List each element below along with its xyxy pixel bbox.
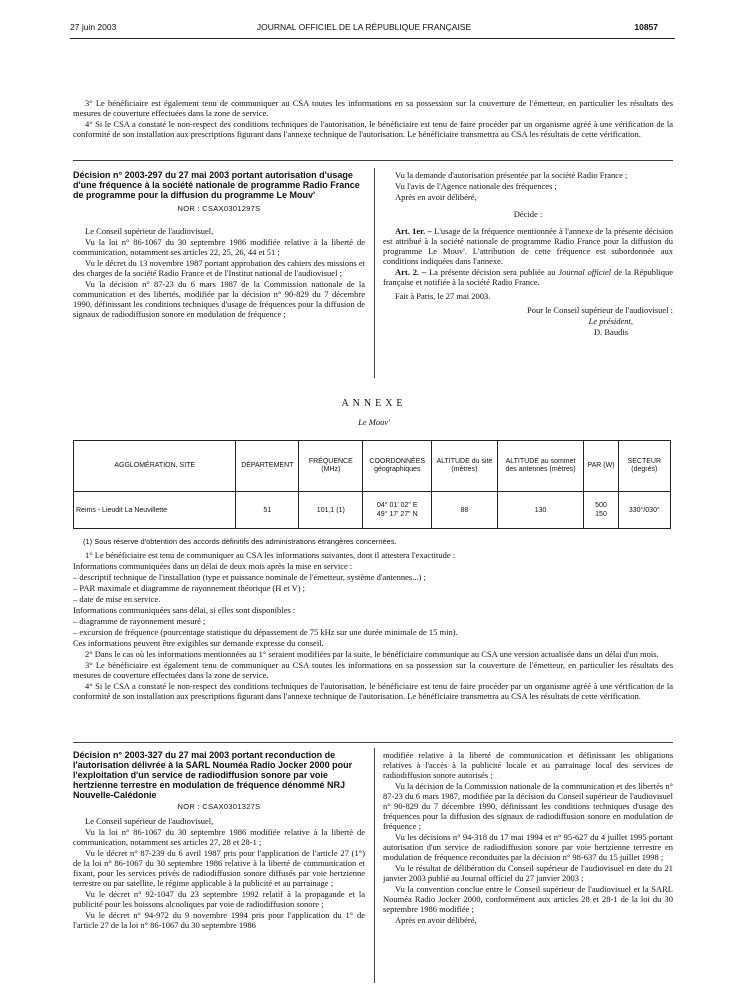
annex-paragraphs — [73, 550, 673, 702]
par-value: 500 — [595, 502, 607, 509]
cell-site: Reims - Lieudit La Neuvillette — [74, 492, 236, 529]
paragraph: Vu la loi n° 86-1067 du 30 septembre 1986 modifiée relative à la liberté de communication, notamment ses articles 27, 28 et 28-1 ; — [73, 827, 365, 847]
decision2-right-column — [383, 750, 673, 926]
decision1-left-column — [73, 170, 365, 320]
paragraph: Le Conseil supérieur de l'audiovisuel, — [85, 226, 214, 236]
paragraph: 4° Si le CSA a constaté le non-respect des conditions techniques de l'autorisation, le bénéficiaire est tenu de faire procéder par un organisme agréé à une vérification de la conformité de son installation aux prescriptions figurant dans l'annexe technique de l'autorisation. Le bénéficiaire transmettra au CSA les résultats de cette vérification. — [73, 119, 673, 139]
decision2-nor: NOR : CSAX0301327S — [177, 802, 261, 811]
paragraph: Informations communiquées dans un délai de deux mois après la mise en service : — [73, 561, 353, 571]
paragraph: 1° Le bénéficiaire est tenu de communiquer au CSA les informations suivantes, dont il attestera l'exactitude : — [85, 550, 456, 560]
annex-title: ANNEXE — [341, 398, 407, 409]
paragraph: Vu le décret n° 87-239 du 6 avril 1987 pris pour l'application de l'article 27 (1°) de la loi n° 86-1067 du 30 septembre 1986 relative à la liberté de communication et fixant, pour les services privés de radiodiffusion sonore diffusés par voie hertzienne terrestre ou par satellite, le régime applicable à la publicité et au parrainage ; — [73, 848, 365, 888]
decision1-nor: NOR : CSAX0301297S — [177, 204, 261, 213]
cell-alt-site: 88 — [432, 492, 498, 529]
paragraph: Vu la convention conclue entre le Conseil supérieur de l'audiovisuel et la SARL Nouméa Radio Jocker 2000, conformément aux articles 28 et 28-1 de la loi du 30 septembre 1986 modifiée ; — [383, 884, 673, 914]
signature-title — [383, 316, 673, 326]
page-header — [70, 22, 658, 36]
article-1 — [383, 226, 673, 266]
article-2 — [383, 267, 673, 287]
decision2-title: Décision n° 2003-327 du 27 mai 2003 portant reconduction de l'autorisation délivrée à la SARL Nouméa Radio Jocker 2000 pour l'exploitation d'un service de radiodiffusion sonore par voie hertzienne terrestre en modulation de fréquence dénommé NRJ Nouvelle-Calédonie — [73, 750, 353, 800]
col-header: ALTITUDE du site (mètres) — [432, 441, 498, 492]
paragraph: Le Conseil supérieur de l'audiovisuel, — [85, 816, 214, 826]
par-value: 150 — [595, 511, 607, 518]
col-header: SECTEUR (degrés) — [618, 441, 670, 492]
paragraph: – excursion de fréquence (pourcentage statistique du dépassement de 75 kHz sur une durée minimale de 15 min). — [73, 627, 458, 637]
col-header: COORDONNÉES géographiques — [363, 441, 432, 492]
decision1-title: Décision n° 2003-297 du 27 mai 2003 portant autorisation d'usage d'une fréquence à la société nationale de programme Radio France de programme pour la diffusion du programme Le Mouv' — [73, 170, 360, 200]
paragraph: Vu le résultat de délibération du Conseil supérieur de l'audiovisuel en date du 21 janvier 2003 publié au Journal officiel du 27 janvier 2003 ; — [383, 863, 673, 883]
article-2-label: Art. 2. – — [395, 267, 427, 277]
table-row — [74, 492, 671, 529]
coord-latitude: 49° 17' 27" N — [376, 511, 418, 518]
coord-longitude: 04° 01' 02" E — [377, 502, 418, 509]
signature-line: Pour le Conseil supérieur de l'audiovisuel : — [526, 305, 673, 315]
paragraph: 3° Le bénéficiaire est également tenu de communiquer au CSA toutes les informations en sa possession sur la couverture de l'émetteur, en particulier les résultats des mesures de couverture effectuées dans la zone de service. — [73, 660, 673, 680]
paragraph: Vu le décret du 13 novembre 1987 portant approbation des cahiers des missions et des charges de la société Radio France et de l'Institut national de l'audiovisuel ; — [73, 258, 365, 278]
decision2-left-column — [73, 750, 365, 931]
table-footnote: (1) Sous réserve d'obtention des accords définitifs des administrations étrangères concernées. — [83, 537, 397, 546]
paragraph: – diagramme de rayonnement mesuré ; — [73, 616, 206, 626]
section-divider — [73, 160, 673, 161]
column-divider — [374, 168, 375, 378]
paragraph: Vu les décisions n° 94-318 du 17 mai 1994 et n° 95-627 du 4 juillet 1995 portant autorisation d'un service de radiodiffusion sonore par voie hertzienne terrestre en modulation de fréquence reconduites par la décision n° 98-637 du 15 juillet 1998 ; — [383, 832, 673, 862]
paragraph: Vu le décret n° 94-972 du 9 novembre 1994 pris pour l'application du 1° de l'article 27 de la loi n° 86-1067 du 30 septembre 1986 — [73, 910, 365, 930]
signature-name: D. Baudis — [594, 327, 628, 337]
article-1-label: Art. 1er. – — [395, 226, 432, 236]
article-2-journal: Journal officiel — [558, 267, 612, 277]
paragraph: 3° Le bénéficiaire est également tenu de communiquer au CSA toutes les informations en sa possession sur la couverture de l'émetteur, en particulier les résultats des mesures de couverture effectuées dans la zone de service. — [73, 98, 673, 118]
paragraph: 2° Dans le cas où les informations mentionnées au 1° seraient modifiées par la suite, le bénéficiaire communique au CSA une version actualisée dans un délai d'un mois. — [85, 649, 659, 659]
article-2-text-end: de la République française et notifiée à la société Radio France. — [383, 267, 673, 287]
place-date: Fait à Paris, le 27 mai 2003. — [395, 291, 491, 301]
header-rule — [70, 38, 675, 39]
header-date: 27 juin 2003 — [70, 22, 117, 32]
paragraph: Après en avoir délibéré, — [395, 915, 477, 925]
col-header: DÉPARTEMENT — [236, 441, 299, 492]
paragraph: Informations communiquées sans délai, si elles sont disponibles : — [73, 605, 296, 615]
column-divider — [374, 748, 375, 983]
paragraph: – date de mise en service. — [73, 594, 161, 604]
paragraph: modifiée relative à la liberté de communication et définissant les obligations relatives à l'accès à la publicité locale et au parrainage local des services de radiodiffusion sonore autorisés ; — [383, 750, 673, 780]
annex-table — [73, 440, 671, 529]
paragraph: – descriptif technique de l'installation (type et puissance nominale de l'émetteur, système d'antennes...) ; — [73, 572, 426, 582]
cell-departement: 51 — [236, 492, 299, 529]
col-header: FRÉQUENCE (MHz) — [299, 441, 363, 492]
top-paragraphs — [73, 98, 673, 140]
paragraph: Vu l'avis de l'Agence nationale des fréquences ; — [395, 181, 557, 191]
cell-secteur: 330°/030° — [618, 492, 670, 529]
col-header: ALTITUDE au sommet des antennes (mètres) — [497, 441, 584, 492]
paragraph: Vu la demande d'autorisation présentée par la société Radio France ; — [395, 170, 628, 180]
table-header-row — [74, 441, 671, 492]
journal-title: JOURNAL OFFICIEL DE LA RÉPUBLIQUE FRANÇAISE — [256, 22, 472, 32]
decision1-right-column — [383, 170, 673, 338]
paragraph: 4° Si le CSA a constaté le non-respect des conditions techniques de l'autorisation, le bénéficiaire est tenu de faire procéder par un organisme agréé à une vérification de la conformité de son installation aux prescriptions figurant dans l'annexe technique de l'autorisation. Le bénéficiaire transmettra au CSA les résultats de cette vérification. — [73, 681, 673, 701]
article-2-text: La présente décision sera publiée au — [426, 267, 559, 277]
col-header: AGGLOMÉRATION, SITE — [74, 441, 236, 492]
paragraph: – PAR maximale et diagramme de rayonnement théorique (H et V) ; — [73, 583, 306, 593]
article-1-text: L'usage de la fréquence mentionnée à l'annexe de la présente décision est attribué à la société nationale de programme Radio France pour la diffusion du programme Le Mouv'. L'attribution de cette fréquence est subordonnée aux conditions indiquées dans l'annexe. — [383, 226, 673, 266]
paragraph: Vu le décret n° 92-1047 du 23 septembre 1992 relatif à la propagande et la publicité pour les boissons alcooliques par voie de radiodiffusion sonore ; — [73, 889, 365, 909]
decide-heading: Décide : — [513, 209, 543, 219]
annex-subtitle: Le Mouv' — [358, 417, 390, 427]
cell-alt-antenne: 130 — [497, 492, 584, 529]
signature-title-text: Le président, — [588, 316, 633, 326]
cell-frequence: 101,1 (1) — [299, 492, 363, 529]
paragraph: Ces informations peuvent être exigibles sur demande expresse du conseil. — [73, 638, 324, 648]
paragraph: Vu la loi n° 86-1067 du 30 septembre 1986 modifiée relative à la liberté de communication, notamment ses articles 22, 25, 26, 44 et 51 ; — [73, 237, 365, 257]
cell-coordinates — [363, 492, 432, 529]
page-number: 10857 — [634, 22, 658, 32]
col-header: PAR (W) — [584, 441, 618, 492]
paragraph: Après en avoir délibéré, — [395, 192, 477, 202]
paragraph: Vu la décision n° 87-23 du 6 mars 1987 de la Commission nationale de la communication et des libertés, modifiée par la décision n° 90-829 du 7 décembre 1990, définissant les conditions techniques d'usage de fréquences pour la diffusion de signaux de radiodiffusion sonore en modulation de fréquence ; — [73, 279, 365, 319]
section-divider — [73, 742, 673, 743]
paragraph: Vu la décision de la Commission nationale de la communication et des libertés n° 87-23 du 6 mars 1987, modifiée par la décision du Conseil supérieur de l'audiovisuel n° 90-829 du 7 décembre 1990, définissant les conditions techniques d'usage des fréquences pour la diffusion des signaux de radiodiffusion sonore en modulation de fréquence ; — [383, 781, 673, 831]
cell-par — [584, 492, 618, 529]
